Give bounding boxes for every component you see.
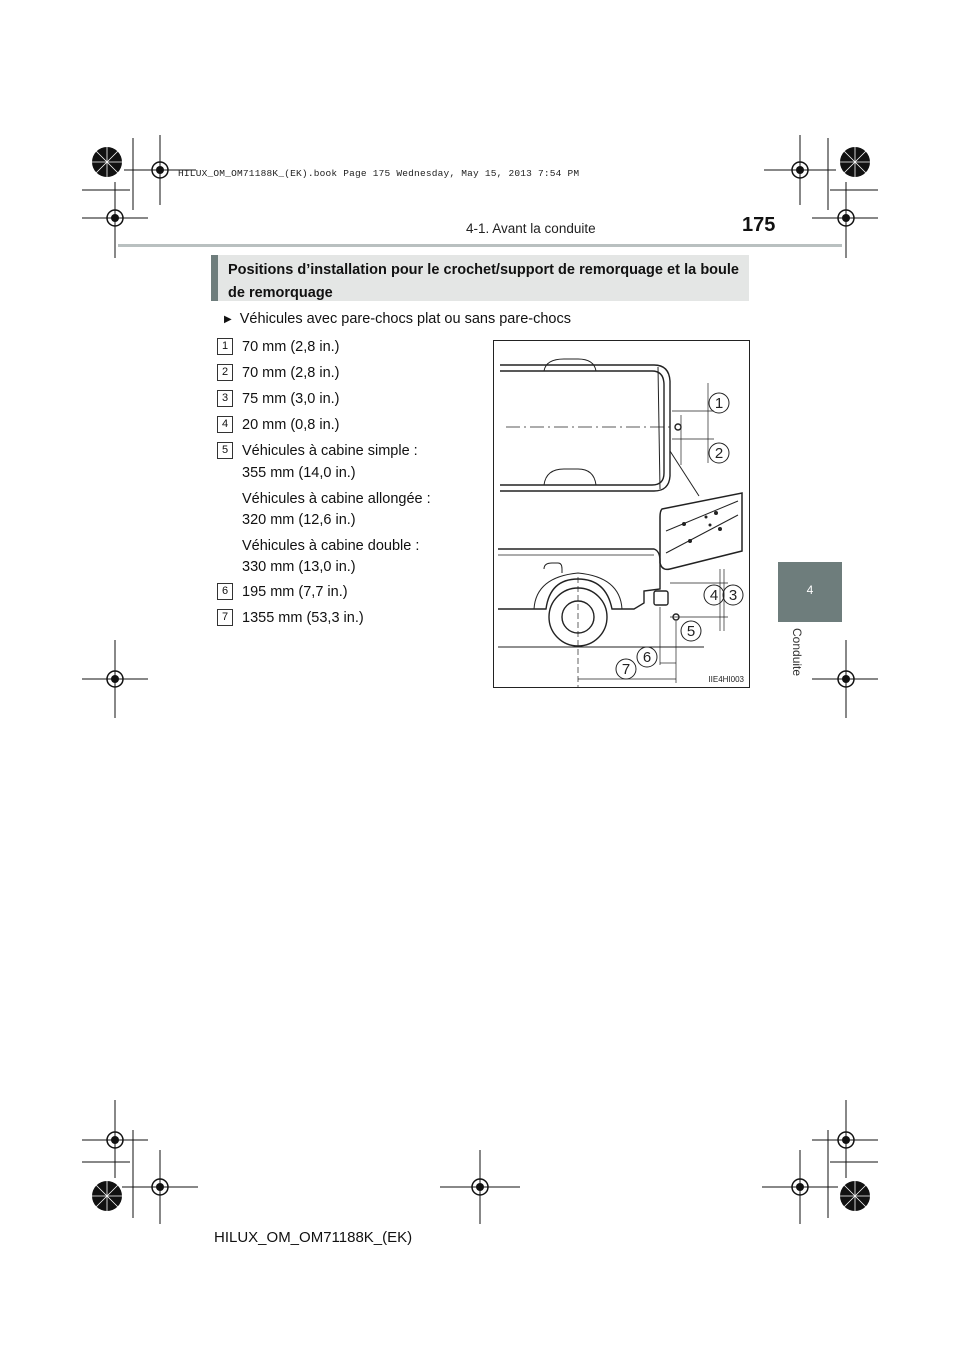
item-text: 1355 mm (53,3 in.) [242,610,364,626]
diagram-drawing [494,341,749,687]
item-5-line: Véhicules à cabine double : [242,538,420,554]
item-text: Véhicules à cabine simple : [242,443,418,459]
callout-3: 3 [728,587,738,604]
item-text: 195 mm (7,7 in.) [242,584,348,600]
item-number: 6 [217,583,233,600]
section-title: 4-1. Avant la conduite [466,221,596,236]
chapter-name: Conduite [790,628,804,677]
item-5-line: Véhicules à cabine allongée : [242,491,431,507]
callout-5: 5 [686,623,696,640]
item-text: 75 mm (3,0 in.) [242,391,340,407]
item-5-line: 320 mm (12,6 in.) [242,512,356,528]
item-number: 1 [217,338,233,355]
item-5-line: 330 mm (13,0 in.) [242,559,356,575]
triangle-bullet-icon: ▶ [224,314,232,325]
section-heading-box: Positions d’installation pour le crochet/support de remorquage et la boule de remorquage [211,255,749,301]
item-number: 3 [217,390,233,407]
item-number: 2 [217,364,233,381]
callout-7: 7 [621,661,631,678]
item-text: 70 mm (2,8 in.) [242,365,340,381]
item-text: 70 mm (2,8 in.) [242,339,340,355]
tow-hitch-diagram [493,340,750,688]
item-5-line: 355 mm (14,0 in.) [242,465,356,481]
diagram-code: IIE4HI003 [708,675,744,684]
footer-document-code: HILUX_OM_OM71188K_(EK) [214,1229,413,1246]
header-rule [118,244,842,247]
bullet-text: Véhicules avec pare-chocs plat ou sans pare-chocs [239,311,571,327]
callout-4: 4 [709,587,719,604]
callout-1: 1 [714,395,724,412]
chapter-number: 4 [806,583,814,597]
book-file-info: HILUX_OM_OM71188K_(EK).book Page 175 Wednesday, May 15, 2013 7:54 PM [178,168,580,179]
item-number: 7 [217,609,233,626]
item-number: 4 [217,416,233,433]
callout-2: 2 [714,445,724,462]
item-number: 5 [217,442,233,459]
page-number: 175 [742,214,776,236]
item-text: 20 mm (0,8 in.) [242,417,340,433]
bullet-line [224,311,571,327]
callout-6: 6 [642,649,652,666]
chapter-tab [778,562,842,622]
